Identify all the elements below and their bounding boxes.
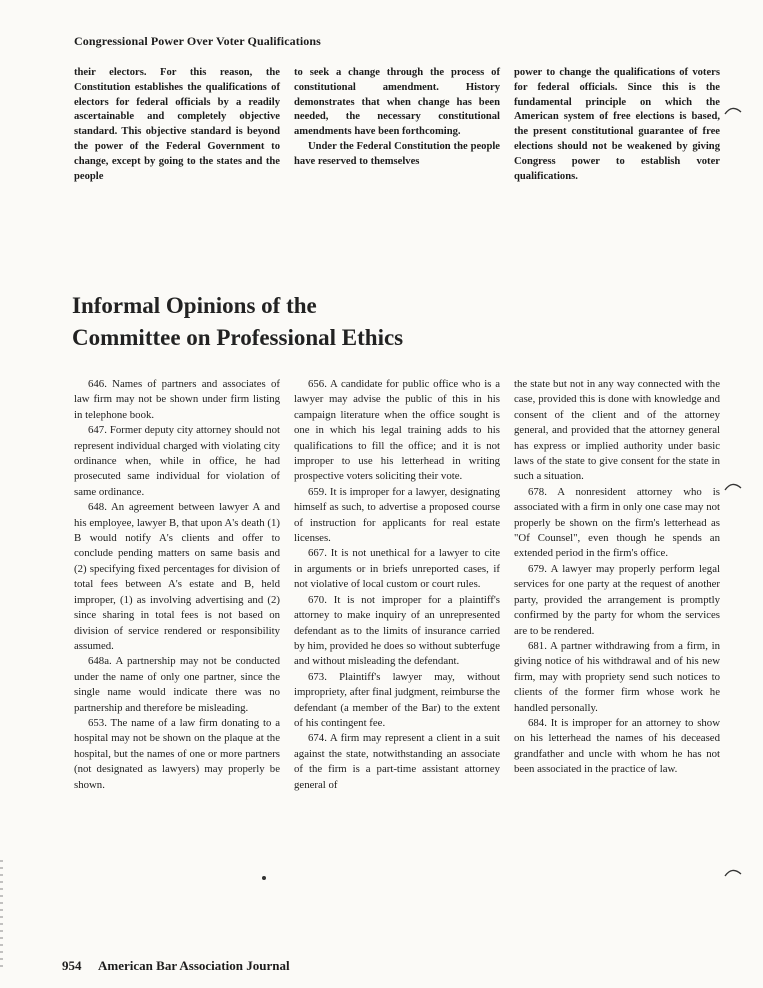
scan-speck: [262, 876, 266, 880]
top-column-1: [74, 66, 280, 184]
opinion-paragraph: 684. It is improper for an attorney to show on his letterhead the names of his deceased grandfather and uncle with whom he has not been associated in the practice of law.: [514, 716, 720, 776]
paragraph: their electors. For this reason, the Constitution establishes the qualifications of electors for federal officials by a readily ascertainable and completely objective standard. This objective standard is beyond the power of the Federal Government to change, except by going to the states and the people: [74, 67, 280, 182]
margin-mark: [724, 480, 738, 490]
opinions-column-2: [294, 377, 500, 793]
opinion-paragraph: 670. It is not improper for a plaintiff's attorney to make inquiry of an unrepresented defendant as to the limits of insurance carried by him, provided he does so without subterfuge and without misleading the defendant.: [294, 593, 500, 668]
opinion-paragraph: 659. It is improper for a lawyer, designating himself as such, to advertise a proposed course of instruction for applicants for real estate licenses.: [294, 485, 500, 545]
opinion-paragraph: 678. A nonresident attorney who is associated with a firm in only one case may not properly be shown on the firm's letterhead as "Of Counsel", even though he spends an extended period in the firm's office.: [514, 485, 720, 560]
top-column-3: [514, 66, 720, 184]
heading-line: Committee on Professional Ethics: [72, 325, 404, 350]
top-column-2: [294, 66, 500, 170]
page-number: 954: [62, 958, 82, 973]
opinion-paragraph: 681. A partner withdrawing from a firm, in giving notice of his withdrawal and of his new firm, may with propriety send such notices to clients of the former firm whose work he handled personally.: [514, 639, 720, 714]
opinion-paragraph: 646. Names of partners and associates of law firm may not be shown under firm listing in telephone book.: [74, 378, 280, 421]
opinions-column-3: [514, 377, 720, 778]
page-footer: [62, 958, 290, 974]
opinion-paragraph: 656. A candidate for public office who is a lawyer may advise the public of this in his campaign literature when the office sought is one in which his legal training adds to his qualifications to fill the office; and it is not improper to use his letterhead in writing prospective voters soliciting their vote.: [294, 378, 500, 483]
opinion-continuation: the state but not in any way connected with the case, provided this is done with knowledge and consent of the client and of the attorney general, and provided that the attorney general has express or implied authority under basic laws of the state to give consent for the state in such a situation.: [514, 378, 720, 483]
scan-edge-noise: [0, 860, 3, 970]
heading-line: Informal Opinions of the: [72, 293, 317, 318]
paragraph: power to change the qualifications of voters for federal officials. Since this is the fundamental principle on which the American system of free elections is based, the present constitutional guarantee of free elections should not be weakened by giving Congress power to establish voter qualifications.: [514, 67, 720, 182]
paragraph: Under the Federal Constitution the people have reserved to themselves: [294, 140, 500, 167]
running-head: Congressional Power Over Voter Qualifications: [74, 34, 321, 48]
opinion-paragraph: 673. Plaintiff's lawyer may, without impropriety, after final judgment, reimburse the defendant (a member of the Bar) to the extent of his contingent fee.: [294, 670, 500, 729]
section-heading: [72, 290, 403, 354]
opinion-paragraph: 648a. A partnership may not be conducted under the name of only one partner, since the single name would indicate there was no partnership and therefore be misleading.: [74, 655, 280, 714]
paragraph: to seek a change through the process of constitutional amendment. History demonstrates that when change has been needed, the necessary constitutional amendments have been forthcoming.: [294, 67, 500, 138]
opinion-paragraph: 648. An agreement between lawyer A and his employee, lawyer B, that upon A's death (1) B would notify A's clients and offer to conclude pending matters on same basis and (2) specifying fixed percentages for division of total fees between A's estate and B, held improper, (1) as involving advertising and (2) since sharing in total fees is not based on division of service rendered or responsibility assumed.: [74, 501, 280, 652]
opinion-paragraph: 647. Former deputy city attorney should not represent individual charged with violating city ordinance when, while in office, he had prosecuted same individual for violation of same ordinance.: [74, 424, 280, 498]
margin-mark: [724, 104, 738, 114]
margin-mark: [724, 866, 738, 876]
opinion-paragraph: 679. A lawyer may properly perform legal services for one party at the request of another party, provided the arrangement is promptly confirmed by the party for whom the services are to be rendered.: [514, 562, 720, 637]
opinion-paragraph: 653. The name of a law firm donating to a hospital may not be shown on the plaque at the hospital, but the names of one or more partners (not designated as lawyers) may properly be shown.: [74, 716, 280, 791]
opinion-paragraph: 674. A firm may represent a client in a suit against the state, notwithstanding an associate of the firm is a part-time assistant attorney general of: [294, 732, 500, 791]
opinion-paragraph: 667. It is not unethical for a lawyer to cite in arguments or in briefs unreported cases, if not violative of local custom or court rules.: [294, 547, 500, 591]
opinions-column-1: [74, 377, 280, 793]
journal-name: American Bar Association Journal: [98, 958, 290, 973]
